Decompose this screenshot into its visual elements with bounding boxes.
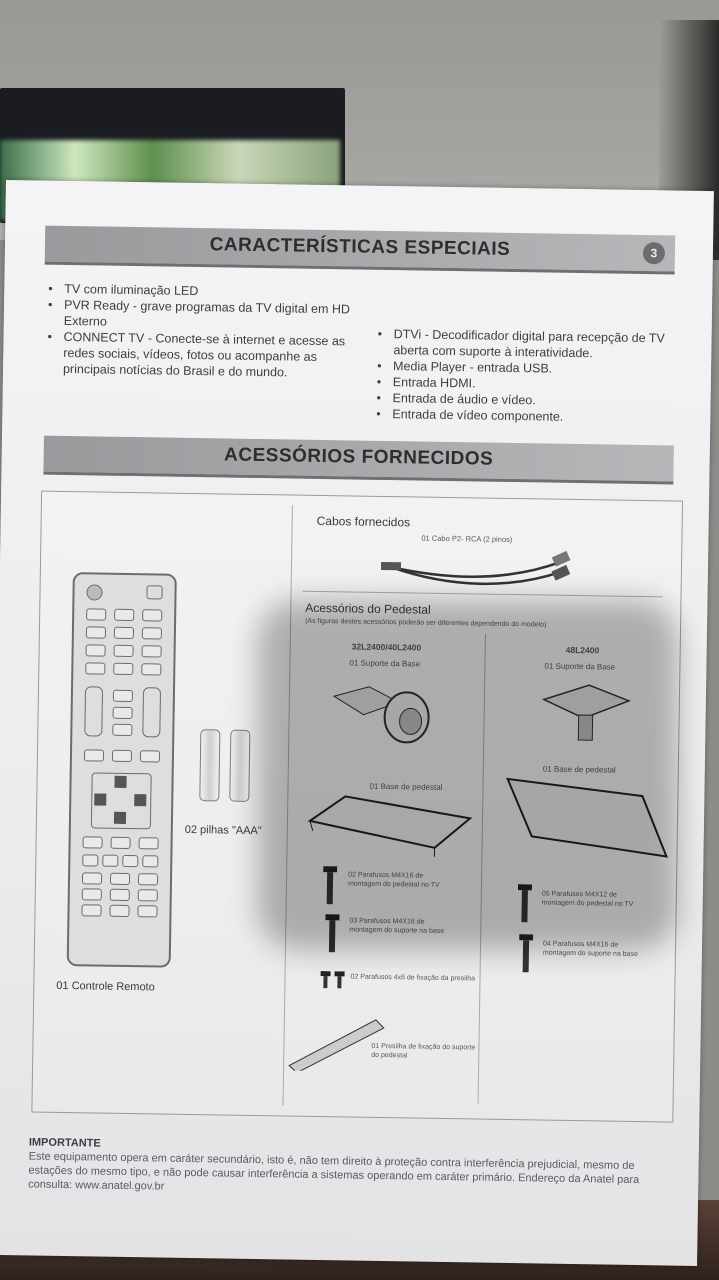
- remote-key-icon: [113, 690, 133, 702]
- support-left-label: 01 Suporte da Base: [349, 658, 421, 669]
- remote-key-icon: [112, 724, 132, 736]
- feature-list-left: [45, 281, 366, 382]
- remote-key-icon: [84, 749, 104, 761]
- section-banner-features: [45, 226, 676, 275]
- hand-shadow: [258, 600, 678, 950]
- feature-list-right: [374, 326, 675, 427]
- base-right-label: 01 Base de pedestal: [542, 764, 616, 775]
- section-title-features: CARACTERÍSTICAS ESPECIAIS: [209, 234, 511, 260]
- remote-control-illustration: [67, 572, 177, 968]
- feature-item: • CONNECT TV - Conecte-se à internet e acesse as redes sociais, vídeos, fotos ou acompanhe as principais notícias do Brasil e do mundo.: [45, 329, 366, 382]
- small-screws-icon: [320, 971, 350, 991]
- batteries-label: 02 pilhas "AAA": [184, 823, 262, 838]
- section-title-accessories: ACESSÓRIOS FORNECIDOS: [223, 444, 494, 470]
- remote-key-icon: [142, 855, 158, 867]
- screws-right-2: 04 Parafusos M4X16 de montagem do suporte na base: [542, 940, 638, 959]
- screws-right-1: 05 Parafusos M4X12 de montagem do pedestal no TV: [541, 890, 634, 908]
- remote-key-icon: [138, 889, 158, 901]
- stand-note: (As figuras destes acessórios poderão ser diferentes dependendo do modelo): [305, 617, 547, 629]
- remote-key-icon: [112, 750, 132, 762]
- remote-key-icon: [113, 663, 133, 675]
- remote-key-icon: [86, 626, 106, 638]
- cables-title: Cabos fornecidos: [316, 513, 411, 530]
- remote-key-icon: [86, 644, 106, 656]
- feature-item: • DTVi - Decodificador digital para recepção de TV aberta com suporte à interatividade.: [375, 326, 675, 363]
- remote-key-icon: [85, 662, 105, 674]
- cable-item-label: 01 Cabo P2- RCA (2 pinos): [421, 533, 513, 544]
- model-right: 48L2400: [565, 644, 600, 656]
- remote-key-icon: [82, 854, 98, 866]
- remote-key-icon: [111, 837, 131, 849]
- remote-key-icon: [82, 888, 102, 900]
- remote-key-icon: [102, 855, 118, 867]
- base-left-label: 01 Base de pedestal: [369, 781, 443, 792]
- stand-title: Acessórios do Pedestal: [305, 600, 431, 617]
- remote-key-icon: [110, 889, 130, 901]
- screws-left-2: 03 Parafusos M4X16 de montagem do suporte na base: [349, 917, 445, 935]
- remote-key-icon: [114, 627, 134, 639]
- feature-item: • Entrada de áudio e vídeo.: [374, 390, 674, 411]
- remote-key-icon: [82, 872, 102, 884]
- remote-key-icon: [140, 750, 160, 762]
- important-heading: IMPORTANTE: [28, 1136, 101, 1150]
- remote-key-icon: [83, 836, 103, 848]
- page-number-badge: 3: [643, 242, 665, 264]
- dpad-icon: [91, 772, 152, 829]
- remote-key-icon: [142, 645, 162, 657]
- remote-key-icon: [142, 609, 162, 621]
- horizontal-divider: [303, 591, 663, 598]
- remote-key-icon: [109, 905, 129, 917]
- screws-left-1: 02 Parafusos M4X16 de montagem do pedestal no TV: [347, 871, 440, 889]
- remote-key-icon: [122, 855, 138, 867]
- channel-rocker-icon: [142, 687, 161, 737]
- important-note: [28, 1135, 679, 1201]
- remote-key-icon: [142, 627, 162, 639]
- remote-key-icon: [110, 873, 130, 885]
- remote-key-icon: [86, 608, 106, 620]
- clip-label: 01 Presilha de fixação do suporte do pedestal: [371, 1042, 476, 1060]
- feature-item: • TV com iluminação LED: [46, 281, 366, 302]
- volume-rocker-icon: [84, 686, 103, 736]
- remote-key-icon: [114, 609, 134, 621]
- feature-item: • Media Player - entrada USB.: [375, 358, 675, 379]
- remote-key-icon: [139, 837, 159, 849]
- battery-icon: [229, 730, 250, 802]
- rca-cable-icon: [381, 537, 572, 590]
- input-button-icon: [146, 585, 162, 599]
- remote-key-icon: [141, 663, 161, 675]
- remote-key-icon: [113, 707, 133, 719]
- support-right-label: 01 Suporte da Base: [544, 661, 616, 672]
- screws-left-3: 02 Parafusos 4x6 de fixação da presilha: [350, 973, 476, 983]
- power-button-icon: [86, 584, 102, 600]
- model-left: 32L2400/40L2400: [351, 641, 422, 653]
- feature-item: • PVR Ready - grave programas da TV digital em HD Externo: [46, 297, 366, 334]
- important-text: Este equipamento opera em caráter secundário, isto é, não tem direito à proteção contra interferência prejudicial, mesmo de estações do mesmo tipo, e não pode causar interferência a sistemas operando em caráter primário. Endereço da Anatel para consulta: www.anatel.gov.br: [28, 1150, 640, 1193]
- feature-item: • Entrada HDMI.: [375, 374, 675, 395]
- remote-key-icon: [81, 904, 101, 916]
- section-banner-accessories: [43, 436, 674, 485]
- battery-icon: [199, 729, 220, 801]
- remote-key-icon: [138, 873, 158, 885]
- feature-item: • Entrada de vídeo componente.: [374, 406, 674, 427]
- remote-key-icon: [114, 645, 134, 657]
- remote-label: 01 Controle Remoto: [56, 979, 155, 994]
- remote-key-icon: [137, 905, 157, 917]
